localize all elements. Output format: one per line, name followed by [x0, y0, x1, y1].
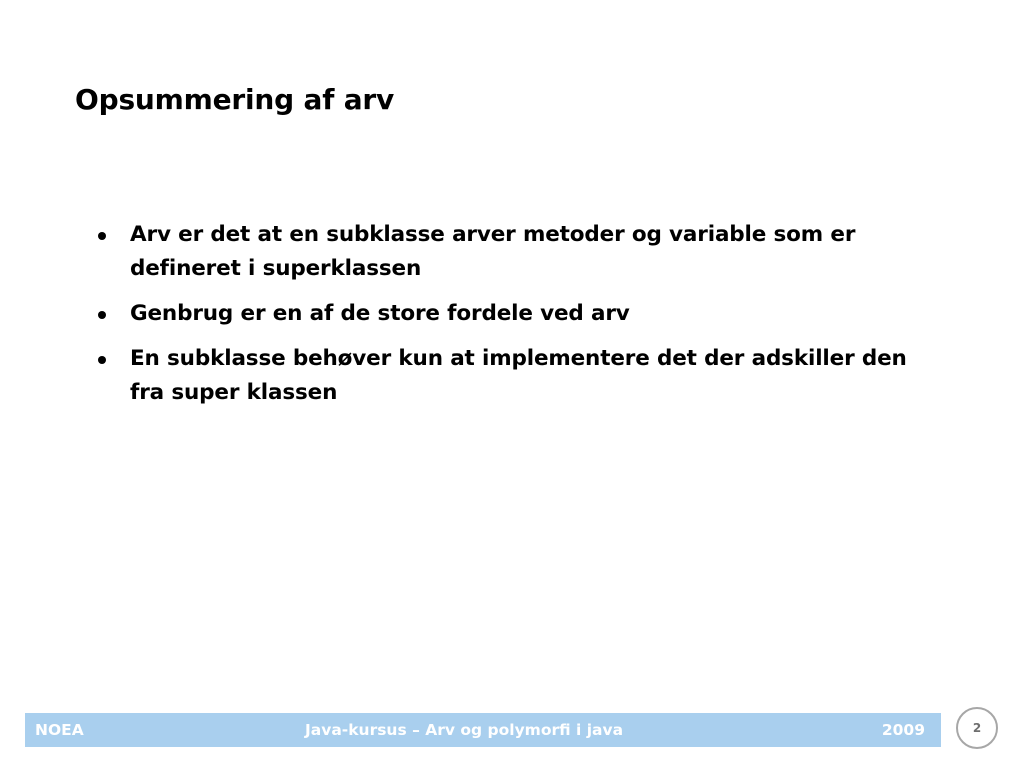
bullet-dot-icon: [98, 311, 106, 319]
bullet-list: [96, 218, 941, 421]
bullet-item: [96, 297, 941, 331]
bullet-dot-icon: [98, 232, 106, 240]
bullet-dot-icon: [98, 356, 106, 364]
bullet-item: [96, 218, 941, 286]
footer-year: 2009: [881, 721, 925, 739]
footer-course-title: Java-kursus – Arv og polymorfi i java: [305, 721, 624, 739]
bullet-text: Genbrug er en af de store fordele ved arv: [130, 301, 630, 326]
page-number-badge: 2: [956, 707, 998, 749]
bullet-text: Arv er det at en subklasse arver metoder og variable som er defineret i superklassen: [130, 222, 856, 281]
bullet-item: [96, 342, 941, 410]
footer-organization: NOEA: [35, 721, 84, 739]
bullet-text: En subklasse behøver kun at implementere det der adskiller den fra super klassen: [130, 346, 907, 405]
slide-title: Opsummering af arv: [75, 83, 395, 116]
footer-bar: [25, 713, 941, 747]
